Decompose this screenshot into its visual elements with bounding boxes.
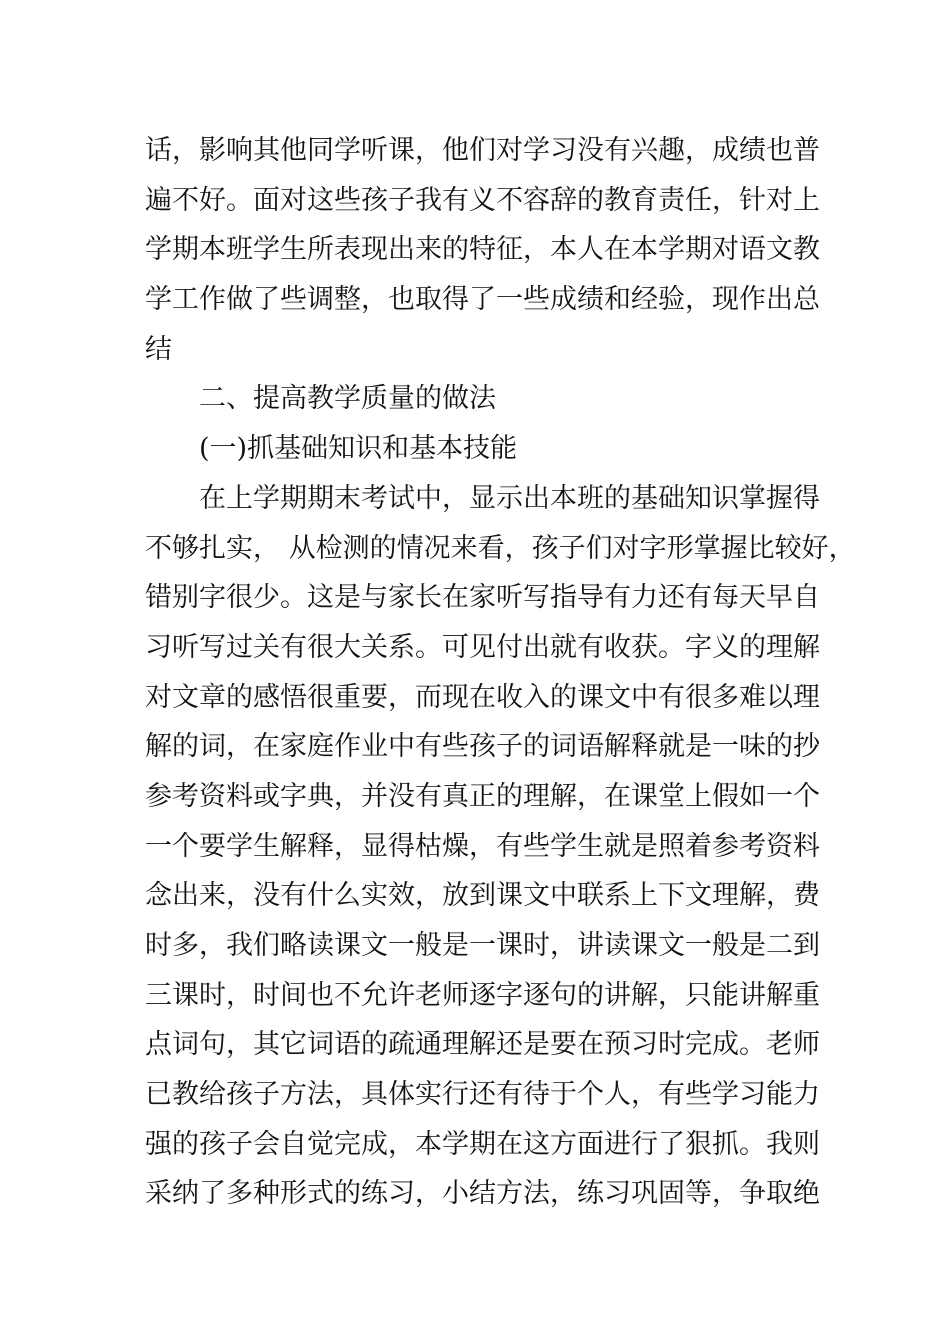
paragraph-line: 学工作做了些调整，也取得了一些成绩和经验，现作出总 (145, 284, 820, 316)
section-heading: 二、提高教学质量的做法 (199, 383, 496, 415)
document-body (145, 126, 856, 1219)
paragraph-line: 参考资料或字典，并没有真正的理解，在课堂上假如一个 (145, 780, 820, 812)
paragraph-line: 采纳了多种形式的练习，小结方法，练习巩固等，争取绝 (145, 1178, 820, 1210)
paragraph-line: 解的词，在家庭作业中有些孩子的词语解释就是一味的抄 (145, 731, 820, 763)
paragraph-line: 结 (145, 333, 172, 365)
paragraph-line: 念出来，没有什么实效，放到课文中联系上下文理解，费 (145, 880, 820, 912)
paragraph-line: 在上学期期末考试中，显示出本班的基础知识掌握得 (199, 482, 820, 514)
subsection-heading: (一)抓基础知识和基本技能 (199, 433, 518, 465)
paragraph-line: 遍不好。面对这些孩子我有义不容辞的教育责任，针对上 (145, 184, 820, 216)
paragraph-line: 一个要学生解释，显得枯燥，有些学生就是照着参考资料 (145, 830, 820, 862)
paragraph-line: 已教给孩子方法，具体实行还有待于个人，有些学习能力 (145, 1079, 820, 1111)
paragraph-line: 对文章的感悟很重要，而现在收入的课文中有很多难以理 (145, 681, 820, 713)
paragraph-line: 习听写过关有很大关系。可见付出就有收获。字义的理解 (145, 631, 820, 663)
paragraph-line: 不够扎实， 从检测的情况来看，孩子们对字形掌握比较好， (145, 532, 856, 564)
paragraph-line: 时多，我们略读课文一般是一课时，讲读课文一般是二到 (145, 930, 820, 961)
paragraph-line: 错别字很少。这是与家长在家听写指导有力还有每天早自 (145, 582, 820, 614)
paragraph-line: 话，影响其他同学听课，他们对学习没有兴趣，成绩也普 (145, 135, 820, 166)
paragraph-line: 点词句，其它词语的疏通理解还是要在预习时完成。老师 (145, 1029, 820, 1061)
paragraph-line: 强的孩子会自觉完成，本学期在这方面进行了狠抓。我则 (145, 1128, 820, 1160)
paragraph-line: 学期本班学生所表现出来的特征，本人在本学期对语文教 (145, 234, 820, 266)
paragraph-line: 三课时，时间也不允许老师逐字逐句的讲解，只能讲解重 (145, 979, 820, 1011)
